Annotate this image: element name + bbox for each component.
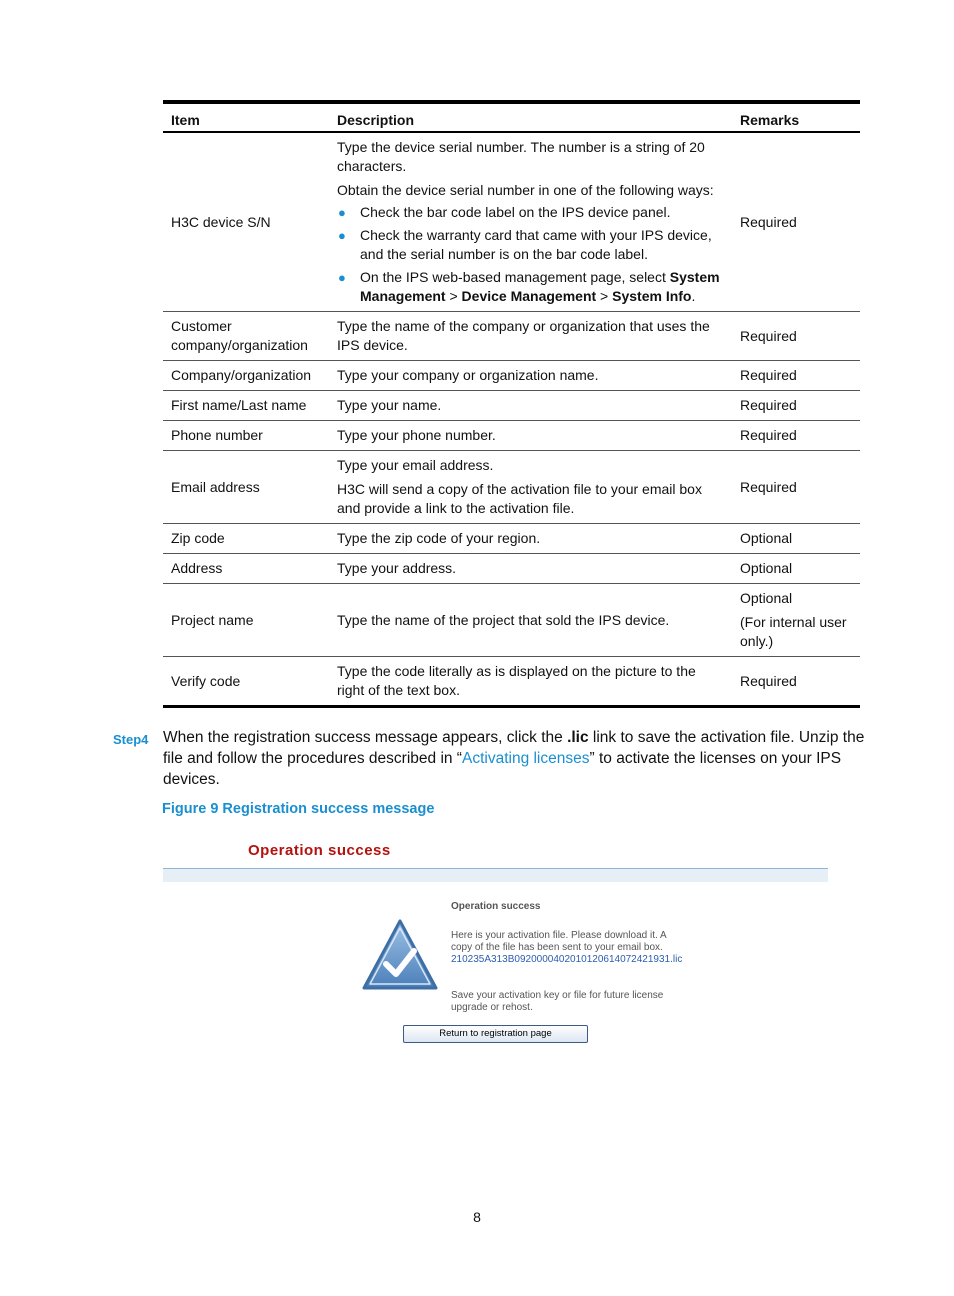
description-text: H3C will send a copy of the activation file to your email box and provide a link to the activation file. xyxy=(337,481,702,516)
row-item: H3C device S/N xyxy=(163,132,329,312)
row-description: Type the name of the company or organization that uses the IPS device. xyxy=(329,312,732,361)
row-item: Project name xyxy=(163,584,329,657)
row-item: Customer company/organization xyxy=(163,312,329,361)
page-number: 8 xyxy=(473,1209,481,1225)
bullet-icon: ● xyxy=(338,228,346,243)
table-row xyxy=(163,132,860,312)
row-remarks: Required xyxy=(732,657,860,707)
table-row xyxy=(163,657,860,707)
path-separator: > xyxy=(596,288,613,304)
message-heading: Operation success xyxy=(451,901,541,912)
row-remarks: Required xyxy=(732,312,860,361)
bullet-text: Check the bar code label on the IPS device panel. xyxy=(360,204,671,220)
activation-file-link[interactable]: 210235A313B0920000402010120614072421931.lic xyxy=(451,954,683,965)
header-item: Item xyxy=(163,102,329,132)
table-header-row xyxy=(163,102,860,132)
row-item: Verify code xyxy=(163,657,329,707)
description-text xyxy=(337,181,724,306)
row-remarks: Required xyxy=(732,361,860,391)
row-remarks: Optional xyxy=(732,524,860,554)
row-description: Type your company or organization name. xyxy=(329,361,732,391)
operation-success-title: Operation success xyxy=(248,842,391,859)
path-separator: > xyxy=(445,288,462,304)
row-description xyxy=(329,451,732,524)
row-remarks: Required xyxy=(732,421,860,451)
step-4 xyxy=(113,727,865,790)
step-text-part: link to save the activation file. Unzip the file and follow the procedures described in “ xyxy=(163,729,865,767)
step-text-part: ” to activate the licenses on your IPS devices. xyxy=(163,750,842,788)
bullet-list xyxy=(337,203,724,306)
table-row xyxy=(163,312,860,361)
registration-success-screenshot xyxy=(163,836,828,1051)
table-row xyxy=(163,391,860,421)
row-item: Address xyxy=(163,554,329,584)
row-item: Company/organization xyxy=(163,361,329,391)
row-remarks: Required xyxy=(732,391,860,421)
lic-keyword: .lic xyxy=(567,729,589,746)
message-line: Here is your activation file. Please download it. A xyxy=(451,930,667,941)
registration-fields-table xyxy=(163,100,860,708)
message-line: Save your activation key or file for future license xyxy=(451,990,664,1001)
bullet-icon: ● xyxy=(338,270,346,285)
row-remarks: Optional xyxy=(732,554,860,584)
return-to-registration-button[interactable]: Return to registration page xyxy=(403,1025,588,1043)
row-description: Type the zip code of your region. xyxy=(329,524,732,554)
table-row xyxy=(163,554,860,584)
row-description: Type the name of the project that sold the IPS device. xyxy=(329,584,732,657)
row-remarks: Required xyxy=(732,132,860,312)
step-text-part: When the registration success message appears, click the xyxy=(163,729,568,746)
message-line: upgrade or rehost. xyxy=(451,1002,533,1013)
list-item xyxy=(337,203,724,222)
bullet-text: Check the warranty card that came with your IPS device, and the serial number is on the bar code label. xyxy=(360,227,712,262)
menu-path-system-management: System Management xyxy=(360,269,720,304)
menu-path-system-info: System Info xyxy=(612,288,692,304)
row-description: Type the code literally as is displayed on the picture to the right of the text box. xyxy=(329,657,732,707)
parameter-table xyxy=(163,100,860,708)
remarks-text: Optional xyxy=(740,590,793,606)
success-message xyxy=(451,901,682,1014)
list-item xyxy=(337,226,724,264)
bullet-icon: ● xyxy=(338,205,346,220)
activating-licenses-link[interactable]: Activating licenses xyxy=(461,750,590,767)
table-row xyxy=(163,451,860,524)
title-band xyxy=(163,869,828,882)
row-item: Zip code xyxy=(163,524,329,554)
row-description: Type your name. xyxy=(329,391,732,421)
description-text: Obtain the device serial number in one of the following ways: xyxy=(337,182,714,198)
row-description: Type your phone number. xyxy=(329,421,732,451)
remarks-text: (For internal user only.) xyxy=(740,614,847,649)
table-row xyxy=(163,524,860,554)
table-row xyxy=(163,421,860,451)
figure-caption: Figure 9 Registration success message xyxy=(162,801,435,817)
row-item: Email address xyxy=(163,451,329,524)
step-text xyxy=(163,727,865,790)
success-checkmark-icon xyxy=(361,918,439,992)
table-row xyxy=(163,361,860,391)
header-remarks: Remarks xyxy=(732,102,860,132)
period: . xyxy=(691,288,696,304)
row-item: Phone number xyxy=(163,421,329,451)
row-remarks: Required xyxy=(732,451,860,524)
row-description: Type your address. xyxy=(329,554,732,584)
row-item: First name/Last name xyxy=(163,391,329,421)
table-row xyxy=(163,584,860,657)
row-remarks xyxy=(732,584,860,657)
header-description: Description xyxy=(329,102,732,132)
message-line: copy of the file has been sent to your email box. xyxy=(451,942,663,953)
menu-path-device-management: Device Management xyxy=(461,288,597,304)
row-description xyxy=(329,132,732,312)
bullet-text: On the IPS web-based management page, select xyxy=(360,269,670,285)
description-text: Type your email address. xyxy=(337,457,494,473)
step-label: Step4 xyxy=(113,732,149,747)
description-text: Type the device serial number. The number is a string of 20 characters. xyxy=(337,139,705,174)
list-item xyxy=(337,268,724,306)
